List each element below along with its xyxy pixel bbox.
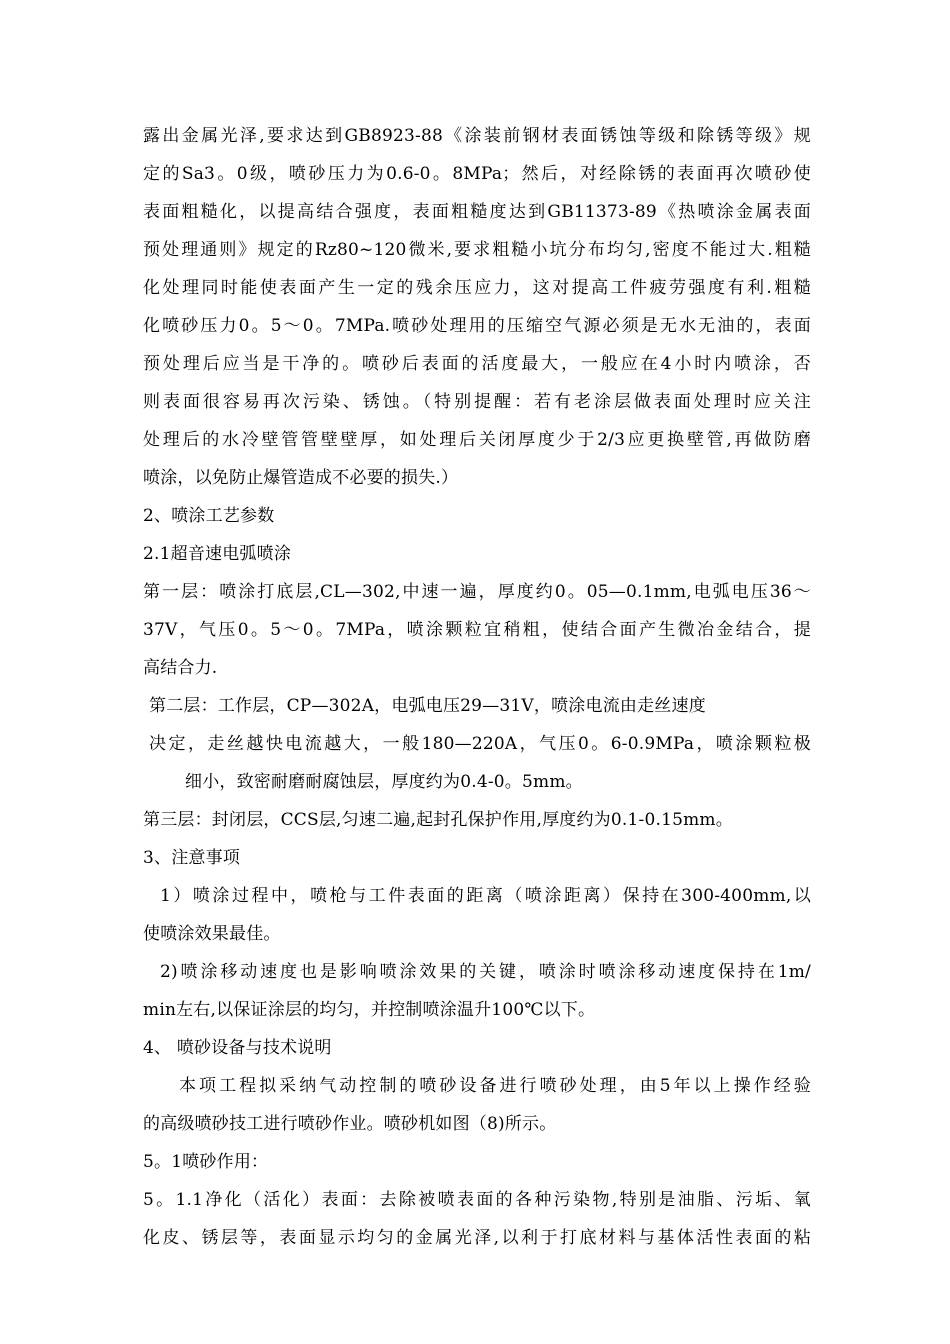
text-line: 化喷砂压力0。5～0。7MPa.喷砂处理用的压缩空气源必须是无水无油的，表面 <box>143 316 811 336</box>
text-line: 第三层：封闭层，CCS层,匀速二遍,起封孔保护作用,厚度约为0.1-0.15mm。 <box>143 810 733 830</box>
text-line: 表面粗糙化，以提高结合强度，表面粗糙度达到GB11373-89《热喷涂金属表面 <box>143 202 811 222</box>
text-line: 第一层：喷涂打底层,CL—302,中速一遍，厚度约0。05—0.1mm,电弧电压36～ <box>143 582 811 602</box>
text-line: 露出金属光泽,要求达到GB8923-88《涂装前钢材表面锈蚀等级和除锈等级》规 <box>143 126 811 146</box>
text-line: 预处理后应当是干净的。喷砂后表面的活度最大，一般应在4小时内喷涂，否 <box>143 354 811 374</box>
text-line: 决定，走丝越快电流越大，一般180—220A，气压0。6-0.9MPa，喷涂颗粒极 <box>149 734 811 754</box>
text-line: min左右,以保证涂层的均匀，并控制喷涂温升100℃以下。 <box>143 1000 596 1020</box>
text-line: 第二层：工作层，CP—302A，电弧电压29—31V，喷涂电流由走丝速度 <box>149 696 706 716</box>
text-line: 37V，气压0。5～0。7MPa，喷涂颗粒宜稍粗，使结合面产生微冶金结合，提 <box>143 620 811 640</box>
text-line: 5。1.1净化（活化）表面：去除被喷表面的各种污染物,特别是油脂、污垢、氧 <box>143 1190 811 1210</box>
section-heading: 2、喷涂工艺参数 <box>143 506 275 526</box>
text-line: 高结合力. <box>143 658 218 678</box>
text-line: 本项工程拟采纳气动控制的喷砂设备进行喷砂处理，由5年以上操作经验 <box>179 1076 811 1096</box>
text-line: 化皮、锈层等，表面显示均匀的金属光泽,以利于打底材料与基体活性表面的粘 <box>143 1228 811 1248</box>
text-line: 的高级喷砂技工进行喷砂作业。喷砂机如图（8)所示。 <box>143 1114 557 1134</box>
text-line: 则表面很容易再次污染、锈蚀。（特别提醒：若有老涂层做表面处理时应关注 <box>143 392 811 412</box>
text-line: 细小，致密耐磨耐腐蚀层，厚度约为0.4-0。5mm。 <box>185 772 583 792</box>
text-line: 2)喷涂移动速度也是影响喷涂效果的关键，喷涂时喷涂移动速度保持在1m/ <box>160 962 811 982</box>
text-line: 化处理同时能使表面产生一定的残余压应力，这对提高工件疲劳强度有利.粗糙 <box>143 278 811 298</box>
subsection-heading: 5。1喷砂作用： <box>143 1152 269 1172</box>
text-line: 预处理通则》规定的Rz80~120微米,要求粗糙小坑分布均匀,密度不能过大.粗糙 <box>143 240 811 260</box>
subsection-heading: 2.1超音速电弧喷涂 <box>143 544 292 564</box>
text-line: 喷涂，以免防止爆管造成不必要的损失.） <box>143 468 459 488</box>
section-heading: 4、 喷砂设备与技术说明 <box>143 1038 332 1058</box>
section-heading: 3、注意事项 <box>143 848 241 868</box>
text-line: 使喷涂效果最佳。 <box>143 924 281 944</box>
text-line: 1）喷涂过程中，喷枪与工件表面的距离（喷涂距离）保持在300-400mm,以 <box>160 886 811 906</box>
text-line: 处理后的水冷壁管管壁壁厚，如处理后关闭厚度少于2/3应更换壁管,再做防磨 <box>143 430 811 450</box>
text-line: 定的Sa3。0级，喷砂压力为0.6-0。8MPa；然后，对经除锈的表面再次喷砂使 <box>143 164 811 184</box>
